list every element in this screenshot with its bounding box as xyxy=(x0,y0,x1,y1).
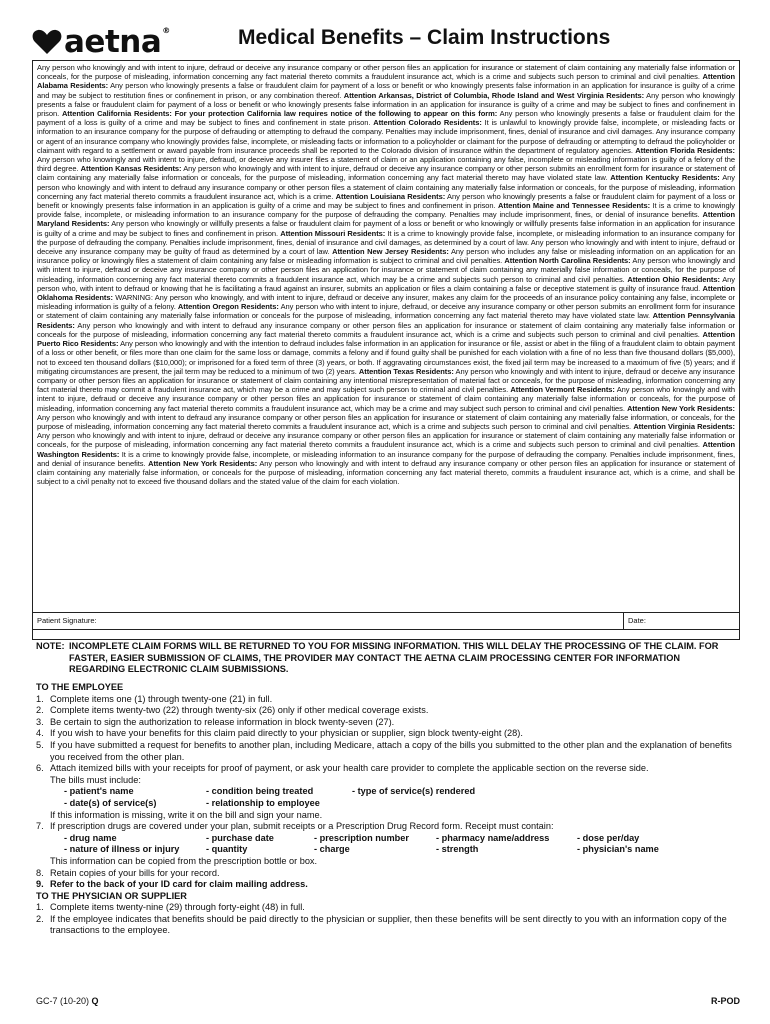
state-notice-text: Any person who knowingly and with intent to defraud any insurance company or other person files an application for insurance or statement of claim containing any materially false information or conceals for the purpose of misleading, information concerning any fact material thereto commits a fraudulent insurance act, which is a crime and subjects such person to criminal and civil penalties. xyxy=(37,320,735,339)
state-notice-label: Attention Louisiana Residents: xyxy=(335,191,446,201)
state-notice-label: Attention New Jersey Residents: xyxy=(332,247,449,257)
state-notice-label: Attention Oregon Residents: xyxy=(177,302,279,312)
state-notice-label: Attention Ohio Residents: xyxy=(627,274,720,284)
rx-field: - quantity xyxy=(206,844,248,855)
signature-row xyxy=(32,612,740,630)
date-field[interactable] xyxy=(623,613,742,629)
form-code-text: GC-7 (10-20) xyxy=(36,996,90,1006)
state-notice-text: Any person who knowingly and with intent to injure, defraud or deceive any insurance company or other person files an application for insurance or statement of claim containing any materially false information or conceals, for the purpose of misleading, information concerning any fact material thereto commits a fraudulent insurance act, which may be a crime and may subject such person to criminal and civil penalties. xyxy=(37,385,735,413)
employee-item-9 xyxy=(36,879,736,891)
rx-fields-row-1 xyxy=(36,833,736,845)
state-notice-text: Any person who knowingly and with intent to defraud any insurance company or other person files an application for insurance or statement of claim containing any materially false information, or conceals, for the purpose of misleading, information concerning any fact material thereto commits a fraudulent insurance act, which is a crime and subjects such person to criminal and civil penalties. xyxy=(37,412,735,431)
item-text: If prescription drugs are covered under your plan, submit receipts or a Prescription Drug Record form. Receipt must contain: xyxy=(50,821,554,832)
state-notice-label: Attention Maryland Residents: xyxy=(37,210,735,229)
state-notice-label: Attention Colorado Residents: xyxy=(373,118,482,128)
rx-field: - physician's name xyxy=(577,844,659,855)
item-number: 7. xyxy=(36,821,44,832)
state-notice-text: It is a crime to knowingly provide false, incomplete, or misleading information to an insurance company for the purpose of defrauding the company. Penalties include imprisonment, fines, denial of insurance and civil damages, as determined by a court of law. Any person who knowingly and with intent to injure, defraud or deceive any insurance company may be guilty of fraud as determined by a court of law. xyxy=(37,228,735,257)
state-notice-label: Attention Washington Residents: xyxy=(37,440,735,459)
bills-fields-row-1 xyxy=(36,786,736,798)
state-notice-label: Attention North Carolina Residents: xyxy=(504,256,631,266)
form-code xyxy=(36,996,99,1006)
item-number: 1. xyxy=(36,902,44,913)
note-label: NOTE: xyxy=(36,641,65,651)
instruction-item xyxy=(36,763,736,775)
item-text: Complete items twenty-two (22) through twenty-six (26) only if other medical coverage exists. xyxy=(50,705,429,716)
instruction-item xyxy=(36,717,736,729)
state-notice-text: WARNING: Any person who knowingly, and with intent to injure, defraud or deceive any insurer, makes any claim for the proceeds of an insurance policy containing any false, incomplete or misleading information is guilty of a felony. xyxy=(37,293,735,312)
bills-fields-row-2 xyxy=(36,798,736,810)
heart-icon xyxy=(32,29,62,55)
state-notice-text: Any person who knowingly and with intent to injure, defraud, or deceive any insurer files a statement of claim or an application containing any false, incomplete or misleading information is guilty of a felony of the third degree. xyxy=(37,155,735,174)
state-notice-label: Attention New York Residents: xyxy=(148,458,258,468)
bills-field: - relationship to employee xyxy=(206,797,320,808)
state-notice-text: It is a crime to knowingly provide false, incomplete, or misleading information to an insurance company for the purpose of defrauding the company. Penalties may include imprisonment, fines, or denial of insurance benefits. xyxy=(37,201,735,220)
state-notice-text: It is unlawful to knowingly provide false, incomplete, or misleading facts or information to an insurance company for the purpose of defrauding or attempting to defraud the company. Penalties may include imprisonment, fines, denial of insurance and civil damages. Any insurance company or agent of an insurance company who knowingly provides false, incomplete, or misleading facts or information to a policyholder or claimant for the purpose of defrauding or attempting to defraud the policyholder or claimant with regard to a settlement or award payable from insurance proceeds shall be reported to the Colorado division of insurance within the department of regulatory agencies. xyxy=(37,118,735,155)
page-header xyxy=(32,22,740,62)
item-text: Complete items one (1) through twenty-one (21) in full. xyxy=(50,693,273,704)
employee-heading: TO THE EMPLOYEE xyxy=(36,682,124,692)
state-notice-text: It is a crime to knowingly provide false, incomplete, or misleading information to an insurance company for the purpose of defrauding the company. Penalties include imprisonment, fines, and denial of insurance benefits. xyxy=(37,449,735,468)
state-notice-text: Any person who knowingly presents a false or fraudulent claim for the payment of a loss is guilty of a crime and may be subject to fines and confinement in state prison. xyxy=(37,109,735,128)
fraud-notice-text xyxy=(33,61,739,486)
item-number: 8. xyxy=(36,867,44,878)
state-notice-text: Any person who with intent to injure, defraud, or deceive any insurance company or other person submits an enrollment form for insurance or statement of claim containing any materially false information or conceals for the purpose of misleading, information concerning any fact material thereto may have violated state law. xyxy=(37,302,735,321)
bills-field: - date(s) of service(s) xyxy=(64,797,157,808)
state-notice-label: Attention Missouri Residents: xyxy=(280,228,386,238)
state-notice-text: Any person who, with intent to defraud or knowing that he is facilitating a fraud against an insurer, submits an application or files a claim containing a false or deceptive statement is guilty of insurance fraud. xyxy=(37,274,735,293)
instruction-item xyxy=(36,740,736,763)
state-notice-label: Attention Puerto Rico Residents: xyxy=(37,329,735,349)
state-notice-label: Attention Pennsylvania Residents: xyxy=(37,311,735,330)
logo-wordmark: aetna® xyxy=(64,23,170,60)
employee-item-8 xyxy=(36,868,736,880)
instruction-item xyxy=(36,728,736,740)
state-notice-text: Any person who knowingly and with intent to injure, defraud or deceive any insurance company or other person submits an enrollment form for insurance or statement of claim containing any materially false information or conceals, for the purpose of misleading, information concerning any fact material thereto may have violated state law. xyxy=(37,164,736,183)
rx-field: - prescription number xyxy=(314,832,409,843)
state-notice-text: Any person who knowingly and with the intention to defraud includes false information in an application for insurance or file, assist or abet in the filing of a fraudulent claim to obtain payment of a loss or other benefit, or files more than one claim for the same loss or damage, commits a felony and if found guilty shall be punished for each violation with a fine of no less than five thousand dollars ($5,000), not to exceed ten thousand dollars ($10,000); or imprisoned for a fixed term of three (3) years, or both. If aggravating circumstances exist, the fixed jail term may be increased to a maximum of five (5) years; and if mitigating circumstances are present, the jail term may be reduced to a minimum of two (2) years. xyxy=(37,339,736,376)
item-text: If you have submitted a request for benefits to another plan, including Medicare, attach a copy of the bills you submitted to the other plan and the explanation of benefits you received from the other plan. xyxy=(50,739,732,762)
item-number: 1. xyxy=(36,693,44,704)
item-text: Complete items twenty-nine (29) through forty-eight (48) in full. xyxy=(50,902,305,913)
state-notice-label: Attention Virginia Residents: xyxy=(633,421,736,431)
state-notice-label: Attention Kentucky Residents: xyxy=(610,173,720,183)
item-number: 6. xyxy=(36,763,44,774)
state-notice-text: Any person who knowingly presents a false or fraudulent claim for payment of a loss or benefit or knowingly presents false information in an application is guilty of a crime and may be subject to fines and confinement in prison. xyxy=(37,191,735,211)
item-number: 3. xyxy=(36,716,44,727)
instructions xyxy=(36,682,736,937)
registered-mark: ® xyxy=(162,25,170,35)
state-notice-text: Any person who knowingly and with intent to defraud any insurance company or other person files a statement of claim containing any materially false information or conceals, for the purpose of misleading, information concerning any fact material thereto commits a fraudulent insurance act, which is a crime. xyxy=(37,173,735,201)
fraud-intro: Any person who knowingly and with intent to injure, defraud or deceive any insurance company or other person files an application for insurance or statement of claim containing any materially false information or conceals, for the purpose of misleading, information concerning any fact material thereto commits a fraudulent insurance act, which is a crime and subjects such person to criminal and civil penalties. xyxy=(37,63,735,82)
page-title: Medical Benefits – Claim Instructions xyxy=(238,26,611,49)
instruction-item xyxy=(36,914,736,937)
state-notice-label: Attention California Residents: For your protection California law requires notice of the following to appear on this form: xyxy=(61,109,498,119)
rx-fields-row-2 xyxy=(36,844,736,856)
state-notice-text: Any person who knowingly and with intent to injure, defraud or deceive any insurance company or other person files an application for insurance or statement of claim containing any materially false information or conceals, for the purpose of misleading, information concerning any fact material thereto commits a fraudulent insurance act, which is a crime and subjects such person to criminal and civil penalties. xyxy=(37,431,735,450)
state-notice-text: Any person who knowingly or willfully presents a false or fraudulent claim for payment of a loss or benefit or who knowingly or willfully presents false information in an application for insurance is guilty of a crime and may be subject to fines and confinement in prison. xyxy=(37,219,735,238)
item-number: 2. xyxy=(36,913,44,924)
rx-field: - dose per/day xyxy=(577,832,640,843)
fraud-notice-box xyxy=(32,60,740,640)
state-notice-label: Attention Arkansas, District of Columbia, Rhode Island and West Virginia Residents: xyxy=(343,90,645,100)
state-notice-label: Attention New York Residents: xyxy=(627,403,735,413)
rx-field: - charge xyxy=(314,844,350,855)
rx-field: - drug name xyxy=(64,832,117,843)
state-notice-label: Attention Oklahoma Residents: xyxy=(37,283,735,303)
item-number: 2. xyxy=(36,705,44,716)
item-text: Attach itemized bills with your receipts for proof of payment, or ask your health care provider to complete the applicable section on the reverse side. xyxy=(50,763,649,774)
bills-field: - type of service(s) rendered xyxy=(352,786,476,797)
item-text: If the employee indicates that benefits should be paid directly to the physician or supplier, then these benefits will be sent directly to you with an information copy of the transactions to the employee. xyxy=(50,913,727,936)
state-notice-label: Attention Vermont Residents: xyxy=(510,385,615,395)
instruction-item xyxy=(36,705,736,717)
form-code-right: R-POD xyxy=(711,996,740,1006)
date-label: Date: xyxy=(628,616,646,625)
item-text: If you wish to have your benefits for this claim paid directly to your physician or supplier, sign block twenty-eight (28). xyxy=(50,728,523,739)
state-notice-text: Any person who knowingly and with intent to injure, defraud or deceive any insurance company or other person files an application for insurance or statement of claim containing any intentional misrepresentation of material fact or conceals, for the purpose of misleading, information concerning any fact material thereto may commit a fraudulent insurance act, which may be a crime and may subject such person to criminal and civil penalties. xyxy=(37,366,736,395)
state-notice-text: Any person who includes any false or misleading information on an application for an insurance policy or knowingly files a statement of claim containing any false or misleading information is subject to criminal and civil penalties. xyxy=(37,247,735,266)
rx-field: - pharmacy name/address xyxy=(436,832,550,843)
state-notice-label: Attention Alabama Residents: xyxy=(37,72,735,91)
employee-item-7 xyxy=(36,821,736,833)
patient-signature-field[interactable]: Patient Signature: xyxy=(37,616,97,625)
state-notice-text: Any person who knowingly and with intent to defraud any insurance company or other person files an application for insurance or statement of claim containing any materially false information, or conceals for the purpose of misleading, information concerning any fact material thereto, commits a fraudulent insurance act, which is a crime, and shall be subject to a civil penalty not to exceed five thousand dollars and the stated value of the claim for each violation. xyxy=(37,458,735,487)
state-notice-text: Any person who knowingly presents a false or fraudulent claim for payment of a loss or benefit or who knowingly presents false information in an application for insurance is guilty of a crime and may be subject to fines and confinement in prison. xyxy=(37,90,735,119)
item-number: 9. xyxy=(36,879,44,890)
rx-field: - strength xyxy=(436,844,479,855)
rx-field: - purchase date xyxy=(206,832,274,843)
physician-heading: TO THE PHYSICIAN OR SUPPLIER xyxy=(36,890,187,901)
item-text: Retain copies of your bills for your record. xyxy=(50,867,220,878)
bills-missing-note: If this information is missing, write it on the bill and sign your name. xyxy=(50,809,323,820)
form-code-suffix: Q xyxy=(91,996,99,1006)
bills-intro: The bills must include: xyxy=(50,774,141,785)
state-notice-text: Any person who knowingly presents a false or fraudulent claim for payment of a loss or benefit or who knowingly presents false information in an application for insurance is guilty of a crime and may be subject to restitution fines or confinement in prison, or any combination thereof. xyxy=(37,81,735,100)
bills-field: - condition being treated xyxy=(206,786,314,797)
instruction-item xyxy=(36,902,736,914)
state-notice-label: Attention Kansas Residents: xyxy=(80,164,182,174)
note-text: INCOMPLETE CLAIM FORMS WILL BE RETURNED TO YOU FOR MISSING INFORMATION. THIS WILL DELAY THE PROCESSING OF THE CLAIM. FOR FASTER, EASIER SUBMISSION OF CLAIMS, THE PROVIDER MAY CONTACT THE AETNA CLAIM PROCESSING CENTER FOR INFORMATION REGARDING ELECTRONIC CLAIM SUBMISSIONS. xyxy=(69,641,719,674)
item-number: 5. xyxy=(36,739,44,750)
state-notice-text: Any person who knowingly and with intent to injure, defraud or deceive any insurance company or other person files an application for insurance or statement of claim containing any materially false information or conceals, for the purpose of misleading, information concerning any fact material thereto commits a fraudulent insurance act, which may be a crime and subjects such person to criminal and civil penalties. xyxy=(37,256,736,284)
state-notice-label: Attention Florida Residents: xyxy=(635,145,735,155)
rx-field: - nature of illness or injury xyxy=(64,844,180,855)
state-notice-label: Attention Texas Residents: xyxy=(358,366,454,376)
state-notice-label: Attention Maine and Tennessee Residents: xyxy=(498,201,651,211)
rx-copy-note: This information can be copied from the prescription bottle or box. xyxy=(50,855,318,866)
item-text: Refer to the back of your ID card for claim mailing address. xyxy=(50,879,308,890)
bills-field: - patient's name xyxy=(64,786,134,797)
aetna-logo xyxy=(32,22,170,62)
note-section xyxy=(36,641,736,676)
item-number: 4. xyxy=(36,728,44,739)
instruction-item xyxy=(36,694,736,706)
item-text: Be certain to sign the authorization to release information in block twenty-seven (27). xyxy=(50,716,395,727)
